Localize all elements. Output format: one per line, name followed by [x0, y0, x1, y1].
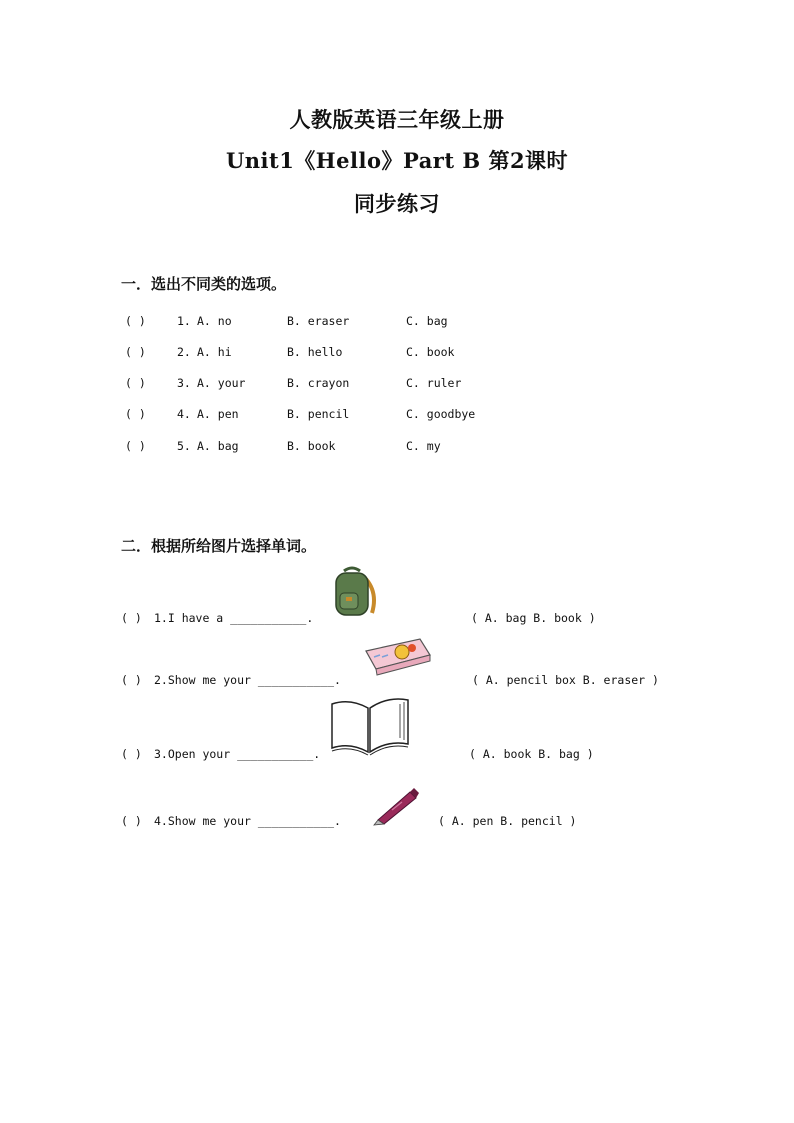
section2-question-2 [121, 673, 681, 691]
question-choices: ( A. book B. bag ) [469, 747, 594, 761]
question-number: 4. [177, 407, 191, 421]
question-stem: 4.Show me your ___________. [154, 814, 341, 828]
option-b: B. book [287, 439, 336, 453]
page-title-line2: Unit1《Hello》Part B 第2课时 [225, 148, 569, 173]
section2-heading: 二．根据所给图片选择单词。 [121, 537, 317, 555]
section2-question-4 [121, 814, 681, 832]
question-number: 3. [177, 376, 191, 390]
answer-blank[interactable]: ( ) [125, 407, 146, 421]
option-a: A. hi [197, 345, 232, 359]
option-c: C. my [406, 439, 441, 453]
option-c: C. ruler [406, 376, 462, 390]
option-b: B. crayon [287, 376, 350, 390]
section1-heading: 一．选出不同类的选项。 [121, 275, 287, 293]
option-b: B. hello [287, 345, 343, 359]
question-choices: ( A. pencil box B. eraser ) [472, 673, 659, 687]
answer-blank[interactable]: ( ) [121, 673, 142, 687]
answer-blank[interactable]: ( ) [125, 314, 146, 328]
section2-question-3 [121, 747, 681, 765]
section2-question-1 [121, 611, 681, 629]
page-title-line3: 同步练习 [354, 191, 440, 216]
answer-blank[interactable]: ( ) [121, 814, 142, 828]
answer-blank[interactable]: ( ) [121, 747, 142, 761]
answer-blank[interactable]: ( ) [125, 439, 146, 453]
backpack-icon [330, 565, 380, 617]
option-b: B. pencil [287, 407, 350, 421]
option-a: A. pen [197, 407, 239, 421]
question-stem: 2.Show me your ___________. [154, 673, 341, 687]
page-title-line1: 人教版英语三年级上册 [289, 107, 505, 132]
answer-blank[interactable]: ( ) [125, 345, 146, 359]
pencil-box-icon [362, 635, 434, 677]
option-a: A. no [197, 314, 232, 328]
question-stem: 3.Open your ___________. [154, 747, 321, 761]
option-c: C. goodbye [406, 407, 476, 421]
question-choices: ( A. pen B. pencil ) [438, 814, 577, 828]
option-a: A. your [197, 376, 246, 390]
question-choices: ( A. bag B. book ) [471, 611, 596, 625]
question-number: 5. [177, 439, 191, 453]
option-b: B. eraser [287, 314, 350, 328]
answer-blank[interactable]: ( ) [125, 376, 146, 390]
answer-blank[interactable]: ( ) [121, 611, 142, 625]
option-a: A. bag [197, 439, 239, 453]
question-number: 2. [177, 345, 191, 359]
question-number: 1. [177, 314, 191, 328]
question-stem: 1.I have a ___________. [154, 611, 314, 625]
option-c: C. bag [406, 314, 448, 328]
option-c: C. book [406, 345, 455, 359]
